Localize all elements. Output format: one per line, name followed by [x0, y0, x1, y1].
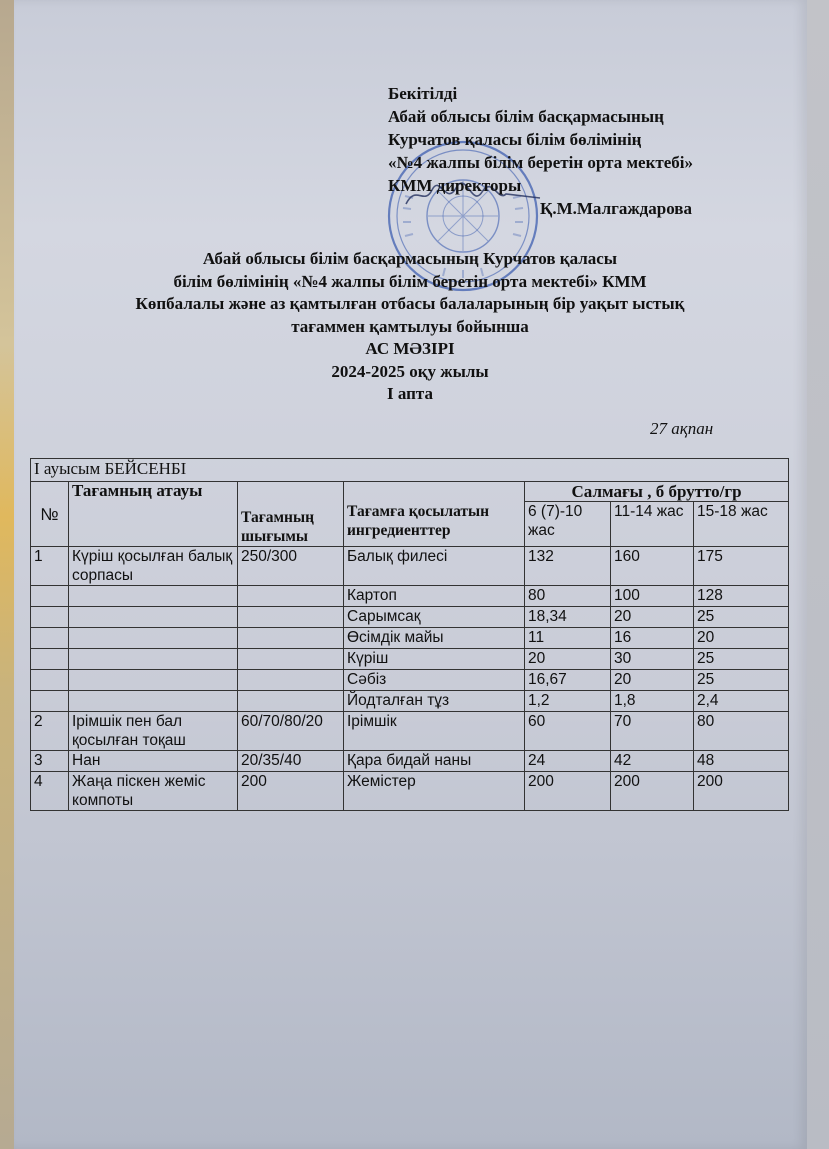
shift-header-row: [31, 459, 789, 482]
menu-table: [30, 458, 789, 811]
cell-age-b: 20: [611, 670, 694, 691]
table-row: [31, 712, 789, 751]
cell-dish: Жаңа піскен жеміс компоты: [69, 772, 238, 811]
cell-dish: [69, 649, 238, 670]
cell-yield: [238, 670, 344, 691]
approval-line: КММ директоры: [388, 176, 522, 195]
cell-dish: Күріш қосылған балық сорпасы: [69, 547, 238, 586]
shift-day-label: І ауысым БЕЙСЕНБІ: [31, 459, 789, 482]
cell-num: 1: [31, 547, 69, 586]
cell-yield: 60/70/80/20: [238, 712, 344, 751]
cell-num: [31, 670, 69, 691]
cell-age-c: 25: [694, 607, 789, 628]
director-name: Қ.М.Малгаждарова: [540, 199, 692, 218]
header-age-6-10: 6 (7)-10 жас: [525, 502, 611, 547]
title-line: Көпбалалы және аз қамтылған отбасы балаларының бір уақыт ыстық: [135, 294, 685, 313]
cell-age-a: 20: [525, 649, 611, 670]
table-row: [31, 751, 789, 772]
cell-dish: [69, 670, 238, 691]
approval-line: Абай облысы білім басқармасының: [388, 107, 664, 126]
cell-age-c: 128: [694, 586, 789, 607]
header-food-name: Тағамның атауы: [69, 482, 238, 547]
header-weight: Салмағы , б брутто/гр: [525, 482, 789, 502]
cell-age-b: 16: [611, 628, 694, 649]
cell-yield: [238, 607, 344, 628]
approval-line: «№4 жалпы білім беретін орта мектебі»: [388, 153, 693, 172]
approval-line: Курчатов қаласы білім бөлімінің: [388, 130, 642, 149]
cell-age-a: 200: [525, 772, 611, 811]
cell-age-c: 25: [694, 649, 789, 670]
cell-yield: [238, 628, 344, 649]
cell-yield: [238, 649, 344, 670]
table-row: [31, 691, 789, 712]
header-yield: Тағамның шығымы: [238, 482, 344, 547]
cell-num: [31, 691, 69, 712]
cell-ingredient: Картоп: [344, 586, 525, 607]
cell-dish: Нан: [69, 751, 238, 772]
cell-age-a: 16,67: [525, 670, 611, 691]
cell-yield: [238, 691, 344, 712]
table-row: [31, 772, 789, 811]
table-row: [31, 670, 789, 691]
cell-dish: [69, 607, 238, 628]
cell-ingredient: Жемістер: [344, 772, 525, 811]
cell-age-a: 11: [525, 628, 611, 649]
cell-age-b: 160: [611, 547, 694, 586]
cell-age-a: 1,2: [525, 691, 611, 712]
table-row: [31, 607, 789, 628]
cell-age-c: 175: [694, 547, 789, 586]
cell-num: [31, 649, 69, 670]
cell-dish: [69, 628, 238, 649]
cell-age-c: 48: [694, 751, 789, 772]
header-age-15-18: 15-18 жас: [694, 502, 789, 547]
title-line: тағаммен қамтылуы бойынша: [291, 316, 529, 336]
cell-ingredient: Сәбіз: [344, 670, 525, 691]
cell-ingredient: Ірімшік: [344, 712, 525, 751]
cell-age-c: 20: [694, 628, 789, 649]
wall-background-right: [807, 0, 829, 1149]
cell-age-a: 24: [525, 751, 611, 772]
cell-age-c: 80: [694, 712, 789, 751]
cell-age-c: 25: [694, 670, 789, 691]
cell-age-b: 30: [611, 649, 694, 670]
cell-num: [31, 586, 69, 607]
cell-dish: [69, 586, 238, 607]
school-year: 2024-2025 оқу жылы: [331, 361, 489, 381]
cell-age-c: 200: [694, 772, 789, 811]
table-row: [31, 628, 789, 649]
approval-line: Бекітілді: [388, 84, 458, 103]
cell-age-b: 42: [611, 751, 694, 772]
cell-age-b: 70: [611, 712, 694, 751]
approval-block: [388, 82, 748, 220]
title-line: Абай облысы білім басқармасының Курчатов қаласы: [202, 249, 618, 268]
header-ingredients: Тағамға қосылатын ингредиенттер: [344, 482, 525, 547]
cell-age-b: 20: [611, 607, 694, 628]
column-header-row: [31, 482, 789, 502]
header-num: №: [31, 482, 69, 547]
cell-ingredient: Өсімдік майы: [344, 628, 525, 649]
table-row: [31, 649, 789, 670]
document-title: [40, 248, 780, 406]
menu-heading: АС МӘЗІРІ: [365, 339, 455, 358]
table-row: [31, 586, 789, 607]
cell-yield: 250/300: [238, 547, 344, 586]
cell-dish: [69, 691, 238, 712]
cell-yield: 200: [238, 772, 344, 811]
week-label: І апта: [387, 384, 433, 403]
table-row: [31, 547, 789, 586]
cell-age-a: 80: [525, 586, 611, 607]
cell-ingredient: Күріш: [344, 649, 525, 670]
cell-age-a: 18,34: [525, 607, 611, 628]
cell-num: [31, 628, 69, 649]
cell-dish: Ірімшік пен бал қосылған тоқаш: [69, 712, 238, 751]
wall-background-left: [0, 0, 14, 1149]
cell-ingredient: Сарымсақ: [344, 607, 525, 628]
cell-num: 2: [31, 712, 69, 751]
cell-age-a: 132: [525, 547, 611, 586]
cell-num: [31, 607, 69, 628]
cell-age-b: 100: [611, 586, 694, 607]
header-age-11-14: 11-14 жас: [611, 502, 694, 547]
cell-yield: [238, 586, 344, 607]
cell-yield: 20/35/40: [238, 751, 344, 772]
cell-age-a: 60: [525, 712, 611, 751]
cell-ingredient: Йодталған тұз: [344, 691, 525, 712]
cell-age-b: 1,8: [611, 691, 694, 712]
cell-num: 3: [31, 751, 69, 772]
cell-ingredient: Балық филесі: [344, 547, 525, 586]
menu-date: 27 ақпан: [650, 419, 714, 438]
cell-age-b: 200: [611, 772, 694, 811]
cell-age-c: 2,4: [694, 691, 789, 712]
cell-num: 4: [31, 772, 69, 811]
title-line: білім бөлімінің «№4 жалпы білім беретін орта мектебі» КММ: [173, 271, 647, 291]
cell-ingredient: Қара бидай наны: [344, 751, 525, 772]
